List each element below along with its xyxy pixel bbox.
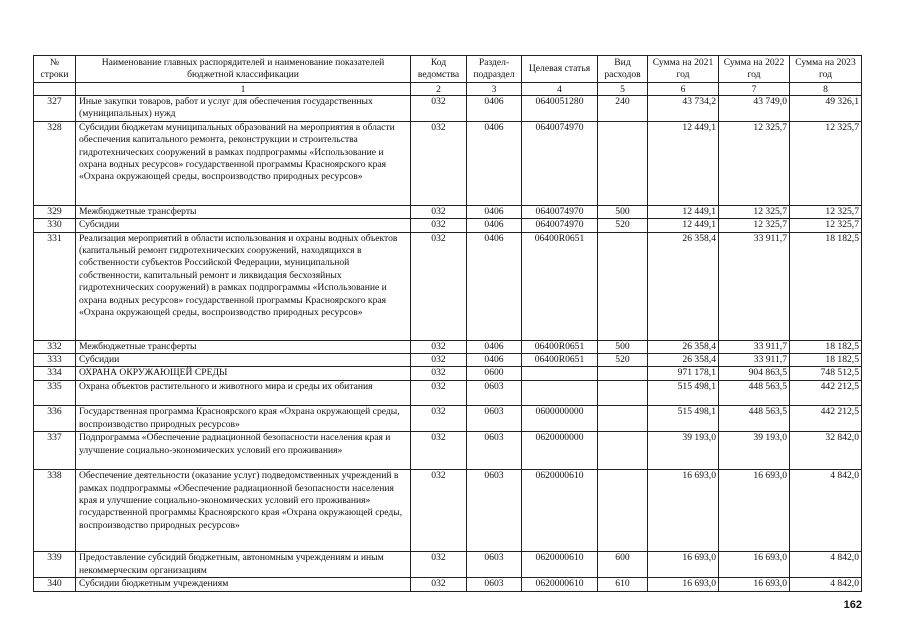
row-target-item: 0620000610 <box>522 552 598 578</box>
header-row-number: № строки <box>34 56 76 83</box>
header-department-code: Код ведомства <box>411 56 467 83</box>
row-expense-type: 500 <box>598 340 648 353</box>
row-department-code: 032 <box>411 406 467 432</box>
row-name: Субсидии бюджетным учреждениям <box>76 578 411 591</box>
row-sum-2021: 43 734,2 <box>648 96 719 122</box>
row-sum-2023: 18 182,5 <box>790 232 862 340</box>
row-number: 330 <box>34 219 76 232</box>
row-section: 0603 <box>467 380 522 405</box>
row-sum-2023: 4 842,0 <box>790 470 862 552</box>
row-number: 328 <box>34 121 76 205</box>
row-sum-2023: 18 182,5 <box>790 354 862 367</box>
row-sum-2021: 26 358,4 <box>648 340 719 353</box>
column-number: 7 <box>719 83 790 96</box>
row-sum-2022: 16 693,0 <box>719 578 790 591</box>
row-name: Межбюджетные трансферты <box>76 205 411 218</box>
row-expense-type: 610 <box>598 578 648 591</box>
row-expense-type: 600 <box>598 552 648 578</box>
row-sum-2021: 26 358,4 <box>648 232 719 340</box>
row-expense-type: 240 <box>598 96 648 122</box>
row-sum-2023: 18 182,5 <box>790 340 862 353</box>
row-sum-2021: 515 498,1 <box>648 406 719 432</box>
header-sum-2021: Сумма на 2021 год <box>648 56 719 83</box>
row-sum-2022: 448 563,5 <box>719 406 790 432</box>
header-section: Раздел-подраздел <box>467 56 522 83</box>
row-section: 0406 <box>467 340 522 353</box>
row-expense-type <box>598 367 648 380</box>
row-target-item: 0640074970 <box>522 205 598 218</box>
row-target-item: 0640074970 <box>522 121 598 205</box>
row-target-item: 06400R0651 <box>522 340 598 353</box>
row-target-item: 0640051280 <box>522 96 598 122</box>
row-department-code: 032 <box>411 552 467 578</box>
row-section: 0406 <box>467 354 522 367</box>
row-sum-2022: 33 911,7 <box>719 354 790 367</box>
row-name: Иные закупки товаров, работ и услуг для обеспечения государственных (муниципальных) нужд <box>76 96 411 122</box>
row-section: 0603 <box>467 406 522 432</box>
row-sum-2021: 39 193,0 <box>648 432 719 470</box>
table-header-row <box>34 56 862 83</box>
row-number: 340 <box>34 578 76 591</box>
row-section: 0600 <box>467 367 522 380</box>
row-sum-2022: 33 911,7 <box>719 340 790 353</box>
row-name: Обеспечение деятельности (оказание услуг) подведомственных учреждений в рамках подпрограммы «Обеспечение радиационной безопасности населения края и улучшение социально-экономических условий его проживания» государственной программы Красноярского края «Охрана окружающей среды, воспроизводство природных ресурсов» <box>76 470 411 552</box>
row-section: 0603 <box>467 470 522 552</box>
table-row <box>34 578 862 591</box>
row-department-code: 032 <box>411 340 467 353</box>
row-name: Субсидии <box>76 354 411 367</box>
budget-table <box>33 55 862 592</box>
row-target-item: 0640074970 <box>522 219 598 232</box>
column-number: 4 <box>522 83 598 96</box>
row-section: 0406 <box>467 232 522 340</box>
row-sum-2021: 16 693,0 <box>648 552 719 578</box>
row-target-item: 0620000000 <box>522 432 598 470</box>
row-sum-2023: 442 212,5 <box>790 380 862 405</box>
row-section: 0406 <box>467 96 522 122</box>
row-department-code: 032 <box>411 367 467 380</box>
row-sum-2021: 12 449,1 <box>648 219 719 232</box>
row-expense-type <box>598 406 648 432</box>
row-expense-type: 520 <box>598 219 648 232</box>
row-sum-2021: 12 449,1 <box>648 205 719 218</box>
row-section: 0406 <box>467 121 522 205</box>
row-name: Подпрограмма «Обеспечение радиационной безопасности населения края и улучшение социально-экономических условий его проживания» <box>76 432 411 470</box>
row-name: Предоставление субсидий бюджетным, автономным учреждениям и иным некоммерческим организациям <box>76 552 411 578</box>
row-department-code: 032 <box>411 205 467 218</box>
row-section: 0406 <box>467 219 522 232</box>
row-sum-2023: 32 842,0 <box>790 432 862 470</box>
row-department-code: 032 <box>411 121 467 205</box>
table-body <box>34 96 862 592</box>
row-section: 0406 <box>467 205 522 218</box>
row-department-code: 032 <box>411 470 467 552</box>
row-sum-2022: 12 325,7 <box>719 205 790 218</box>
column-number <box>34 83 76 96</box>
row-sum-2022: 16 693,0 <box>719 552 790 578</box>
row-number: 333 <box>34 354 76 367</box>
table-row <box>34 367 862 380</box>
column-number: 3 <box>467 83 522 96</box>
row-number: 332 <box>34 340 76 353</box>
column-number-row <box>34 83 862 96</box>
table-row <box>34 340 862 353</box>
row-sum-2021: 971 178,1 <box>648 367 719 380</box>
header-sum-2022: Сумма на 2022 год <box>719 56 790 83</box>
row-number: 327 <box>34 96 76 122</box>
header-target-item: Целевая статья <box>522 56 598 83</box>
row-expense-type <box>598 121 648 205</box>
row-sum-2023: 12 325,7 <box>790 219 862 232</box>
row-department-code: 032 <box>411 380 467 405</box>
column-number: 6 <box>648 83 719 96</box>
column-number: 8 <box>790 83 862 96</box>
row-sum-2022: 12 325,7 <box>719 121 790 205</box>
row-name: Межбюджетные трансферты <box>76 340 411 353</box>
row-number: 329 <box>34 205 76 218</box>
row-sum-2023: 4 842,0 <box>790 552 862 578</box>
budget-table-sheet <box>33 55 861 592</box>
row-sum-2022: 33 911,7 <box>719 232 790 340</box>
row-number: 339 <box>34 552 76 578</box>
table-row <box>34 380 862 405</box>
row-target-item <box>522 367 598 380</box>
row-target-item: 06400R0651 <box>522 232 598 340</box>
row-sum-2023: 49 326,1 <box>790 96 862 122</box>
row-sum-2022: 904 863,5 <box>719 367 790 380</box>
row-sum-2022: 12 325,7 <box>719 219 790 232</box>
row-number: 335 <box>34 380 76 405</box>
row-section: 0603 <box>467 432 522 470</box>
row-section: 0603 <box>467 578 522 591</box>
row-target-item: 0620000610 <box>522 578 598 591</box>
row-number: 337 <box>34 432 76 470</box>
row-sum-2022: 43 749,0 <box>719 96 790 122</box>
row-expense-type: 520 <box>598 354 648 367</box>
row-department-code: 032 <box>411 219 467 232</box>
row-expense-type <box>598 470 648 552</box>
row-name: Охрана объектов растительного и животного мира и среды их обитания <box>76 380 411 405</box>
row-target-item: 06400R0651 <box>522 354 598 367</box>
row-sum-2021: 12 449,1 <box>648 121 719 205</box>
row-section: 0603 <box>467 552 522 578</box>
table-row <box>34 219 862 232</box>
table-row <box>34 96 862 122</box>
row-name: Реализация мероприятий в области использования и охраны водных объектов (капитальный ремонт гидротехнических сооружений, находящихся в собственности субъектов Российской Федерации, муниципальной собственности, капитальный ремонт и ликвидация бесхозяйных гидротехнических сооружений) в рамках подпрограммы «Использование и охрана водных ресурсов» государственной программы Красноярского края «Охрана окружающей среды, воспроизводство природных ресурсов» <box>76 232 411 340</box>
row-department-code: 032 <box>411 354 467 367</box>
row-number: 334 <box>34 367 76 380</box>
row-sum-2021: 26 358,4 <box>648 354 719 367</box>
row-expense-type <box>598 432 648 470</box>
row-name: ОХРАНА ОКРУЖАЮЩЕЙ СРЕДЫ <box>76 367 411 380</box>
header-expense-type: Вид расходов <box>598 56 648 83</box>
table-row <box>34 354 862 367</box>
row-department-code: 032 <box>411 96 467 122</box>
row-number: 336 <box>34 406 76 432</box>
row-sum-2023: 4 842,0 <box>790 578 862 591</box>
row-number: 331 <box>34 232 76 340</box>
row-number: 338 <box>34 470 76 552</box>
row-sum-2023: 748 512,5 <box>790 367 862 380</box>
row-sum-2023: 442 212,5 <box>790 406 862 432</box>
row-name: Субсидии бюджетам муниципальных образований на мероприятия в области обеспечения капитального ремонта, реконструкции и строительства гидротехнических сооружений в рамках подпрограммы «Использование и охрана водных ресурсов» государственной программы Красноярского края «Охрана окружающей среды, воспроизводство природных ресурсов» <box>76 121 411 205</box>
row-expense-type <box>598 232 648 340</box>
table-row <box>34 432 862 470</box>
row-sum-2021: 515 498,1 <box>648 380 719 405</box>
row-name: Субсидии <box>76 219 411 232</box>
header-name: Наименование главных распорядителей и наименование показателей бюджетной классификации <box>76 56 411 83</box>
table-row <box>34 232 862 340</box>
header-sum-2023: Сумма на 2023 год <box>790 56 862 83</box>
column-number: 5 <box>598 83 648 96</box>
row-target-item <box>522 380 598 405</box>
table-row <box>34 470 862 552</box>
row-department-code: 032 <box>411 578 467 591</box>
table-row <box>34 406 862 432</box>
page-number: 162 <box>843 599 862 611</box>
row-department-code: 032 <box>411 432 467 470</box>
table-row <box>34 552 862 578</box>
row-target-item: 0620000610 <box>522 470 598 552</box>
row-sum-2021: 16 693,0 <box>648 578 719 591</box>
row-target-item: 0600000000 <box>522 406 598 432</box>
row-sum-2023: 12 325,7 <box>790 205 862 218</box>
row-sum-2022: 16 693,0 <box>719 470 790 552</box>
row-sum-2022: 448 563,5 <box>719 380 790 405</box>
column-number: 2 <box>411 83 467 96</box>
row-sum-2023: 12 325,7 <box>790 121 862 205</box>
row-expense-type <box>598 380 648 405</box>
row-sum-2022: 39 193,0 <box>719 432 790 470</box>
column-number: 1 <box>76 83 411 96</box>
row-name: Государственная программа Красноярского края «Охрана окружающей среды, воспроизводство природных ресурсов» <box>76 406 411 432</box>
table-row <box>34 205 862 218</box>
row-expense-type: 500 <box>598 205 648 218</box>
row-sum-2021: 16 693,0 <box>648 470 719 552</box>
table-row <box>34 121 862 205</box>
row-department-code: 032 <box>411 232 467 340</box>
